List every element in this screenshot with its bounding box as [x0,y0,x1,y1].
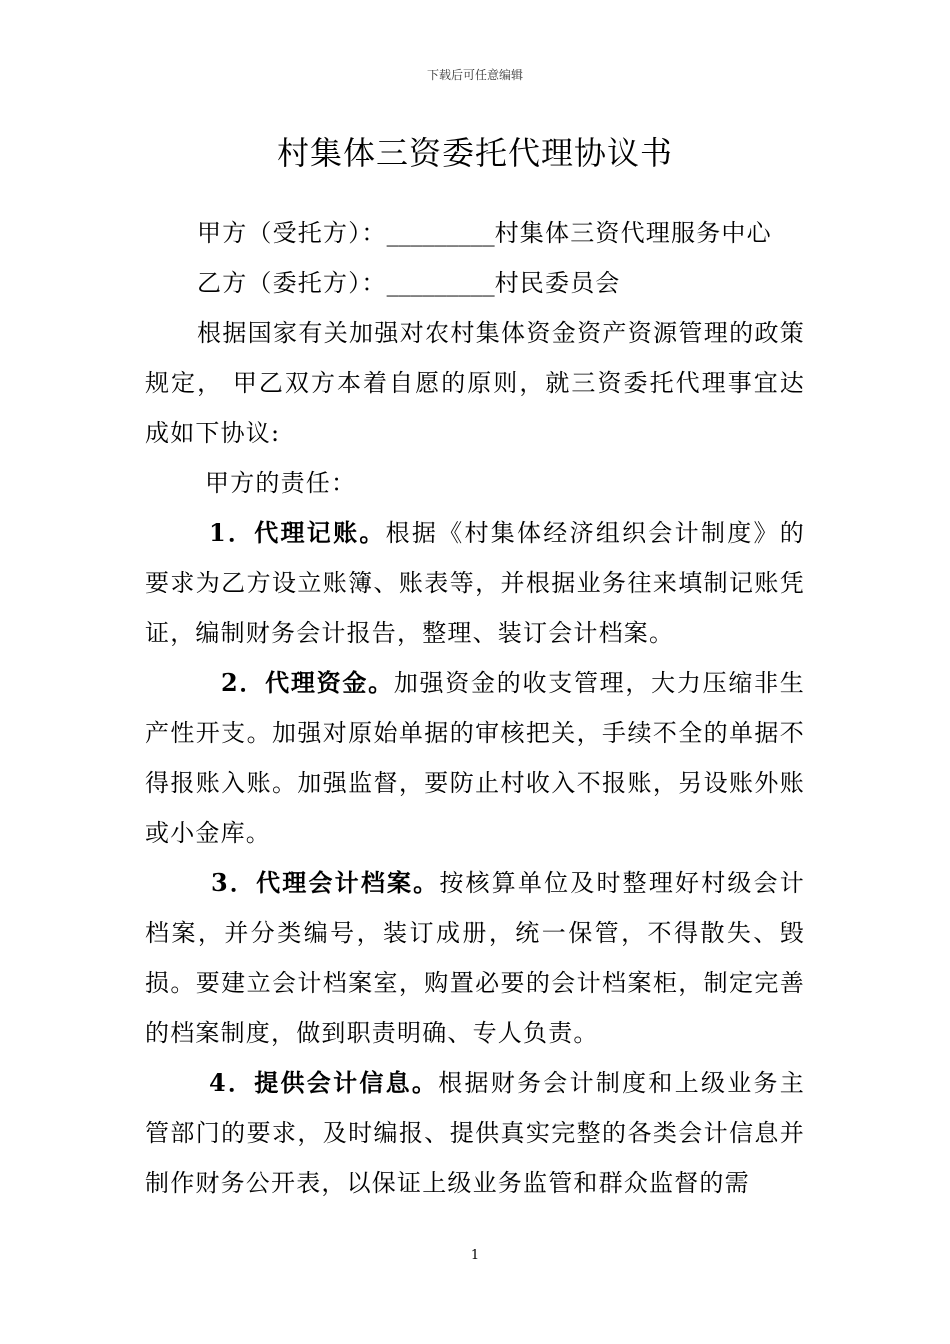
party-a-name: 村集体三资代理服务中心 [494,219,772,247]
party-a-blank: _________ [386,219,495,247]
clause-4 [145,1058,805,1208]
clause-2 [145,658,805,858]
clause-2-text: 加强资金的收支管理，大力压缩非生产性开支。加强对原始单据的审核把关，手续不全的单据不得报账入账。加强监督，要防止村收入不报账，另设账外账或小金库。 [145,669,805,847]
document-title: 村集体三资委托代理协议书 [276,134,673,172]
clause-1 [145,508,805,658]
intro-paragraph: 根据国家有关加强对农村集体资金资产资源管理的政策规定， 甲乙双方本着自愿的原则，就三资委托代理事宜达成如下协议: [145,319,805,447]
header-note: 下载后可任意编辑 [426,68,523,82]
clause-2-heading: 2．代理资金。 [221,668,394,697]
clause-4-text: 根据财务会计制度和上级业务主管部门的要求，及时编报、提供真实完整的各类会计信息并制作财务公开表，以保证上级业务监管和群众监督的需 [145,1069,805,1197]
party-b-label: 乙方（委托方）： [197,269,387,297]
section-heading-party-a: 甲方的责任： [205,469,357,497]
clause-1-heading: 1．代理记账。 [209,518,386,547]
clause-4-heading: 4．提供会计信息。 [209,1068,439,1097]
clause-3 [145,858,805,1058]
party-b-blank: _________ [386,269,495,297]
document-body [145,208,805,1208]
party-b-name: 村民委员会 [494,269,621,297]
party-a-label: 甲方（受托方）： [197,219,387,247]
clause-1-text: 根据《村集体经济组织会计制度》的要求为乙方设立账簿、账表等，并根据业务往来填制记账凭证，编制财务会计报告，整理、装订会计档案。 [145,519,805,647]
clause-3-heading: 3．代理会计档案。 [211,868,440,897]
page-number: 1 [470,1248,480,1263]
party-b-line [145,258,805,308]
party-a-line [145,208,805,258]
clause-3-text: 按核算单位及时整理好村级会计档案，并分类编号，装订成册，统一保管，不得散失、毁损。要建立会计档案室，购置必要的会计档案柜，制定完善的档案制度，做到职责明确、专人负责。 [145,869,805,1047]
